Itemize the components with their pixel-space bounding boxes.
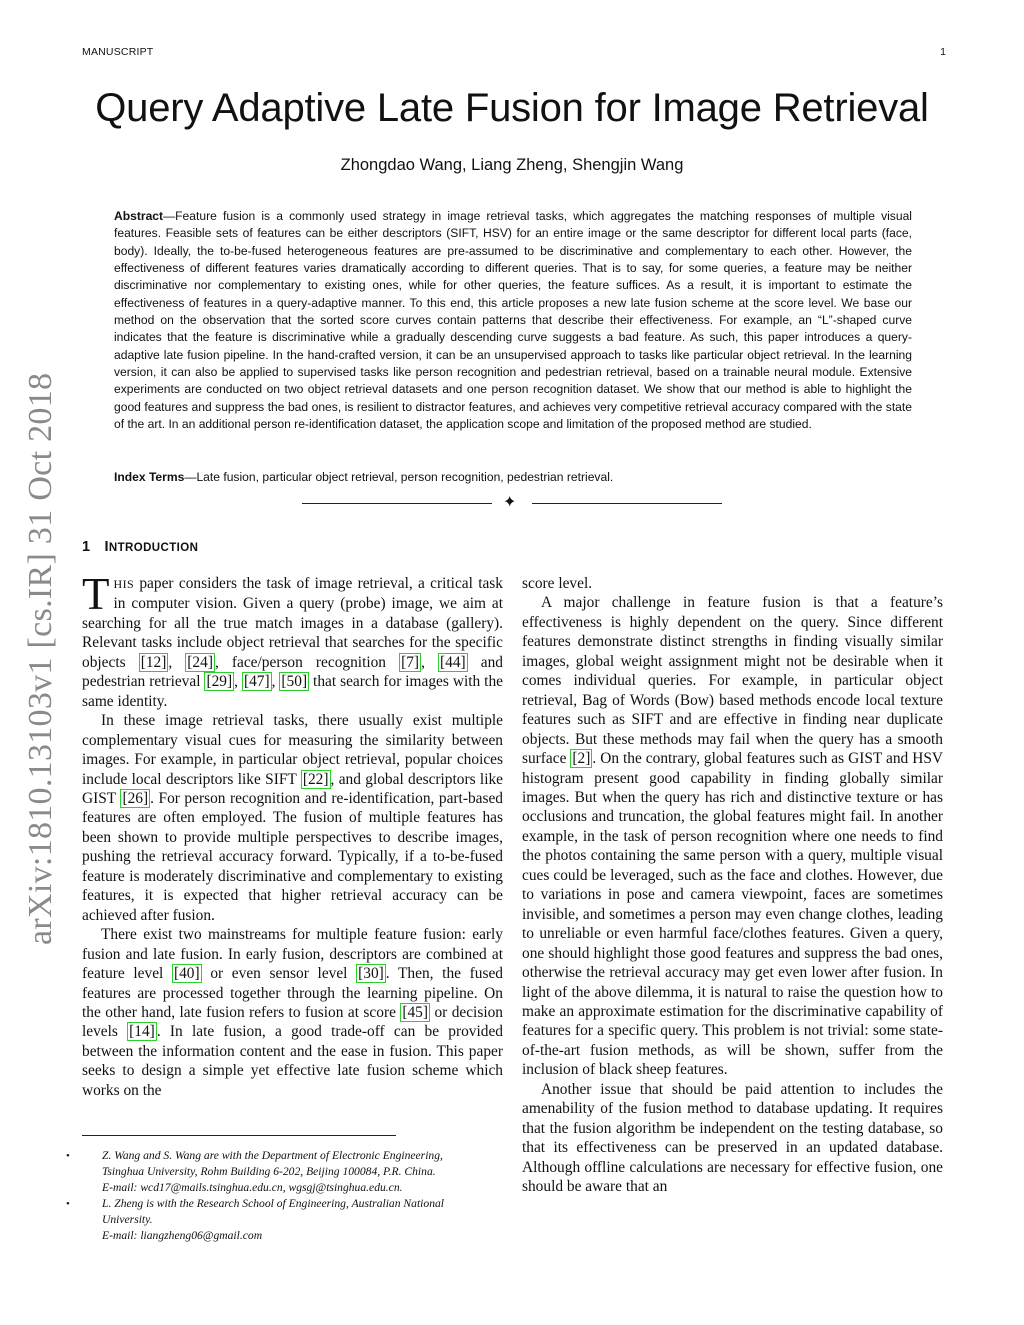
divider-line-right — [532, 503, 722, 504]
section-title-rest: NTRODUCTION — [108, 542, 199, 554]
dropcap: T — [82, 569, 110, 619]
citation-link[interactable]: [7] — [401, 653, 420, 671]
bullet-icon: • — [66, 1198, 70, 1210]
citation-link[interactable]: [14] — [129, 1023, 155, 1041]
citation-link[interactable]: [2] — [572, 750, 591, 768]
text: . Then, the fused features are processed together through the learning pipeline. On the other hand, late fusion refers to fusion at score — [82, 965, 503, 1021]
text: or even sensor level — [201, 965, 357, 983]
section-title-initial: I — [104, 539, 109, 555]
text: that search for images with the same identity. — [82, 673, 503, 710]
text: There exist two mainstreams for multiple feature fusion: early fusion and late fusion. In early fusion, descriptors are combined at feature level — [82, 926, 503, 983]
paragraph — [82, 711, 503, 925]
index-terms-label: Index Terms — [114, 470, 185, 484]
citation-link[interactable]: [45] — [402, 1003, 428, 1021]
citation-link[interactable]: [12] — [140, 653, 167, 671]
text: or decision levels — [82, 1003, 503, 1041]
citation-link[interactable]: [50] — [281, 673, 308, 691]
text: , — [168, 653, 186, 671]
text: . For person recognition and re-identification, part-based features are often employed. The fusion of multiple features has been shown to provide multiple perspectives to describe images, pushing the retrieval accuracy forward. Typically, if a to-be-fused feature is moderately discriminative and complementary to existing features, it is expected that higher retrieval accuracy can be achieved after fusion. — [82, 789, 503, 924]
citation-link[interactable]: [44] — [440, 653, 466, 671]
right-column — [522, 574, 943, 1197]
abstract-label: Abstract — [114, 209, 164, 223]
section-number: 1 — [82, 539, 91, 555]
running-header: MANUSCRIPT — [82, 46, 154, 58]
footnote-item — [66, 1196, 506, 1244]
abstract-text: —Feature fusion is a commonly used strategy in image retrieval tasks, which aggregates the matching responses of multiple visual features. Feasible sets of features can be either descriptors (SIFT, HSV) for an entire image or the same descriptor for different local parts (face, body). Ideally, the to-be-fused heterogeneous features are pre-assumed to be discriminative and complementary to each other. However, the effectiveness of different features varies dramatically according to different queries. That is to say, for some queries, a feature may be neither discriminative nor complementary to existing ones, while for other queries, the feature suffices. As a result, it is important to estimate the effectiveness of features in a query-adaptive manner. To this end, this article proposes a new late fusion scheme at the score level. We base our method on the observation that the sorted score curves contain patterns that describe their effectiveness. For example, an “L”-shaped curve indicates that the feature is discriminative while a gradually descending curve suggests a bad feature. As such, this paper introduces a query-adaptive late fusion pipeline. In the hand-crafted version, it can be an unsupervised approach to tasks like particular object retrieval. In the learning version, it can also be applied to supervised tasks like person recognition and pedestrian retrieval, based on a trainable neural module. Extensive experiments are conducted on two object retrieval datasets and one person recognition dataset. We show that our method is able to highlight the good features and suppress the bad ones, is resilient to distractor features, and achieves very competitive retrieval accuracy compared with the state of the art. In an additional person re-identification dataset, the application scope and limitation of the proposed method are studied. — [114, 209, 912, 432]
text: , and global descriptors like GIST — [82, 770, 503, 807]
citation-link[interactable]: [47] — [243, 673, 270, 691]
footnote-line: L. Zheng is with the Research School of Engineering, Australian National — [102, 1197, 445, 1210]
footnote-line: Z. Wang and S. Wang are with the Department of Electronic Engineering, — [102, 1149, 443, 1162]
section-heading — [82, 539, 198, 555]
text: A major challenge in feature fusion is that a feature’s effectiveness is highly dependent on the query. Since different features demonstrate distinct strengths in finding visually similar images, global weight assignment might not be desirable when it comes individual queries. For example, in particular object retrieval, Bag of Words (Bow) based methods encode local texture features such as SIFT and are effective in finding near duplicate objects. But these methods may fail when the query has a smooth surface — [522, 594, 943, 768]
citation-link[interactable]: [30] — [358, 965, 384, 983]
paragraph — [82, 925, 503, 1100]
left-column — [82, 569, 504, 1100]
paper-authors: Zhongdao Wang, Liang Zheng, Shengjin Wang — [340, 156, 684, 174]
abstract — [114, 208, 912, 433]
citation-link[interactable]: [40] — [173, 965, 200, 983]
paragraph — [522, 593, 943, 1079]
text: . On the contrary, global features such as GIST and HSV histogram present good capability in finding globally similar images. But when the query has rich and distinctive texture or has occlusions and truncation, the global features might fail. In another example, in the task of person recognition where one needs to find the photos containing the same person with a query, multiple visual cues could be leveraged, such as the face and clothes. However, due to variations in pose and camera viewpoint, faces are sometimes invisible, and sometimes a person may even change clothes, leading to unreliable or even harmful face/clothes features. Given a query, one should highlight those good features and suppress the bad ones, otherwise the retrieval accuracy may get even lower after fusion. In light of the above dilemma, it is natural to raise the question how to make an approximate estimation for the discriminative capability of features for a specific query. This problem is not trivial: some state-of-the-art fusion methods, as will be shown, suffer from the inclusion of black sheep features. — [522, 750, 943, 1079]
footnote-email: E-mail: liangzheng06@gmail.com — [102, 1229, 263, 1242]
text: , — [234, 673, 242, 691]
text: , — [271, 673, 280, 691]
arxiv-stamp: arXiv:1810.13103v1 [cs.IR] 31 Oct 2018 — [22, 372, 59, 945]
text: and pedestrian retrieval — [82, 653, 503, 691]
index-terms-text: —Late fusion, particular object retrieval, person recognition, pedestrian retrieval. — [184, 470, 614, 484]
section-divider — [302, 494, 722, 514]
footnote-item — [66, 1148, 506, 1196]
divider-line-left — [302, 503, 492, 504]
text: , — [421, 653, 439, 671]
footnote-line: University. — [102, 1213, 153, 1226]
page-number: 1 — [940, 46, 946, 58]
footnote-email: E-mail: wcd17@mails.tsinghua.edu.cn, wgsgj@tsinghua.edu.cn. — [102, 1181, 403, 1194]
text: In these image retrieval tasks, there usually exist multiple complementary visual cues for measuring the similarity between images. For example, in particular object retrieval, popular choices include local descriptors like SIFT — [82, 712, 503, 788]
citation-link[interactable]: [26] — [122, 789, 149, 807]
footnote-line: Tsinghua University, Rohm Building 6-202, Beijing 100084, P.R. China. — [102, 1165, 436, 1178]
bullet-icon: • — [66, 1150, 70, 1162]
text: paper considers the task of image retrieval, a critical task in computer vision. Given a query (probe) image, we aim at searching for all the true match images in a database (gallery). Relevant tasks include object retrieval that searches for the specific objects — [82, 575, 503, 671]
index-terms — [114, 469, 912, 486]
paragraph — [82, 569, 503, 711]
paragraph: score level. — [522, 575, 593, 592]
footnotes — [66, 1148, 506, 1244]
smallcaps-lead: HIS — [113, 577, 135, 591]
text: . In late fusion, a good trade-off can be provided between the information content and the ease in fusion. This paper seeks to design a simple yet effective late fusion scheme which works on the — [82, 1023, 504, 1099]
footnote-rule — [82, 1135, 396, 1136]
divider-diamond-icon: ✦ — [503, 494, 517, 511]
paper-title: Query Adaptive Late Fusion for Image Retrieval — [95, 86, 929, 130]
paragraph: Another issue that should be paid attention to includes the amenability of the fusion method to database updating. It requires that the fusion algorithm be independent on the testing database, so that its effectiveness can be preserved in an updated database. Although offline calculations are necessary for effective fusion, one should be aware that an — [522, 1080, 943, 1196]
citation-link[interactable]: [22] — [302, 770, 329, 788]
citation-link[interactable]: [24] — [187, 653, 213, 671]
text: , face/person recognition — [214, 653, 400, 671]
citation-link[interactable]: [29] — [206, 673, 233, 691]
